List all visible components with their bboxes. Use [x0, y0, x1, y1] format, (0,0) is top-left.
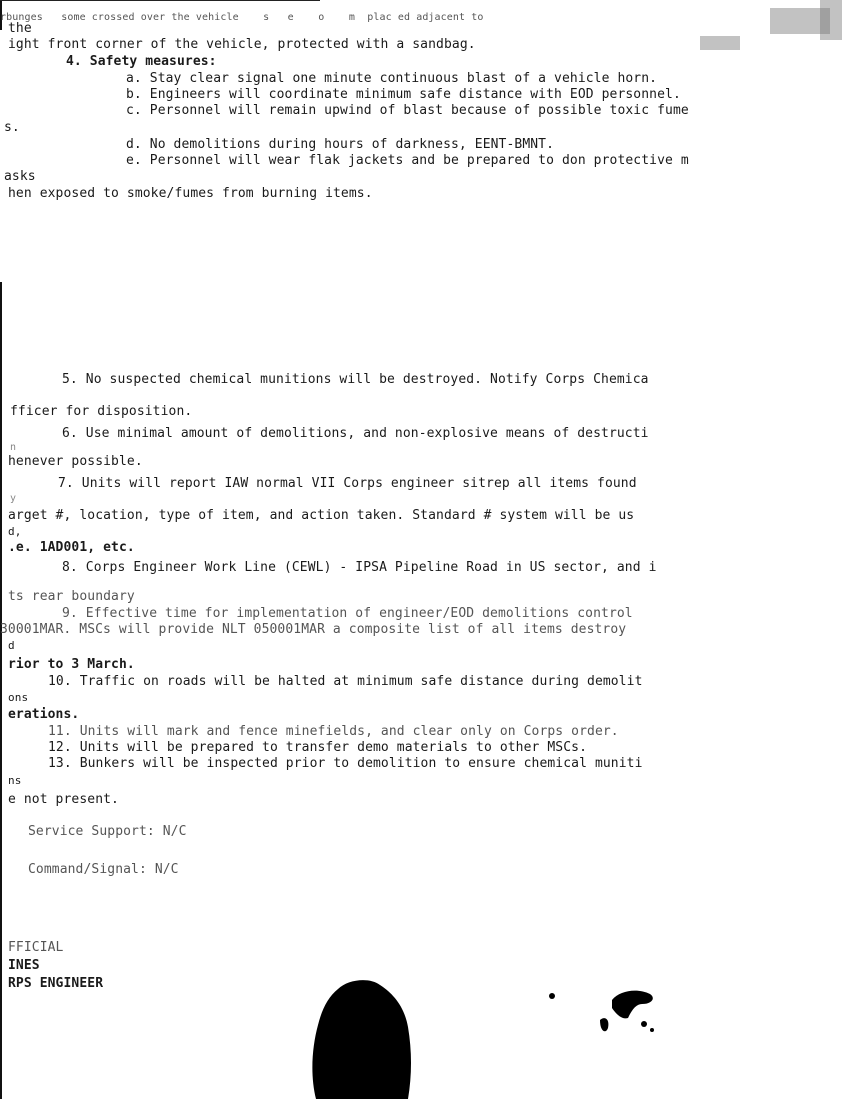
text-line: .e. 1AD001, etc. — [8, 540, 135, 555]
signature-block-line: INES — [8, 958, 40, 973]
text-line: asks — [4, 169, 36, 184]
text-line: the — [8, 21, 32, 36]
text-line: ons — [8, 691, 29, 704]
text-line: 5. No suspected chemical munitions will be destroyed. Notify Corps Chemica — [62, 372, 649, 387]
text-line: 10. Traffic on roads will be halted at minimum safe distance during demolit — [48, 674, 643, 689]
text-line: 8. Corps Engineer Work Line (CEWL) - IPSA Pipeline Road in US sector, and i — [62, 560, 657, 575]
text-line: 12. Units will be prepared to transfer demo materials to other MSCs. — [48, 740, 588, 755]
text-line: fficer for disposition. — [10, 404, 193, 419]
text-line: 9. Effective time for implementation of engineer/EOD demolitions control — [62, 606, 633, 621]
text-line: d. No demolitions during hours of darkness, EENT-BMNT. — [126, 137, 555, 152]
text-line: ight front corner of the vehicle, protected with a sandbag. — [8, 37, 476, 52]
section-label: Command/Signal: N/C — [28, 862, 179, 877]
text-line: 11. Units will mark and fence minefields, and clear only on Corps order. — [48, 724, 619, 739]
scan-noise — [820, 0, 842, 40]
text-line: a. Stay clear signal one minute continuous blast of a vehicle horn. — [126, 71, 658, 86]
scan-edge-top — [0, 0, 320, 1]
text-line: erations. — [8, 707, 80, 722]
text-line: 30001MAR. MSCs will provide NLT 050001MAR a composite list of all items destroy — [0, 622, 627, 637]
text-line: hen exposed to smoke/fumes from burning items. — [8, 186, 373, 201]
text-line: arget #, location, type of item, and action taken. Standard # system will be us — [8, 508, 635, 523]
signature-block-line: FFICIAL — [8, 940, 64, 955]
section-heading: 4. Safety measures: — [66, 54, 217, 69]
text-line: c. Personnel will remain upwind of blast because of possible toxic fume — [126, 103, 689, 118]
text-line: b. Engineers will coordinate minimum safe distance with EOD personnel. — [126, 87, 681, 102]
redaction-blot — [308, 975, 416, 1099]
ink-dot — [546, 990, 558, 1002]
scan-edge-left-lower — [0, 282, 2, 1099]
text-line: rior to 3 March. — [8, 657, 135, 672]
text-line: e. Personnel will wear flak jackets and be prepared to don protective m — [126, 153, 689, 168]
text-line: d — [8, 639, 15, 652]
text-line: e not present. — [8, 792, 119, 807]
ink-smudge — [592, 980, 672, 1040]
text-line: 13. Bunkers will be inspected prior to demolition to ensure chemical muniti — [48, 756, 643, 771]
text-line: ts rear boundary — [8, 589, 135, 604]
text-line: 7. Units will report IAW normal VII Corps engineer sitrep all items found — [58, 476, 637, 491]
text-line: henever possible. — [8, 454, 143, 469]
text-line: 6. Use minimal amount of demolitions, and non-explosive means of destructi — [62, 426, 649, 441]
text-line: d, — [8, 525, 22, 538]
section-label: Service Support: N/C — [28, 824, 187, 839]
text-line: s. — [4, 120, 20, 135]
text-line: rbunges some crossed over the vehicle s e o m plac ed adjacent to — [0, 12, 484, 23]
scan-noise — [700, 36, 740, 50]
text-line: y — [10, 493, 17, 504]
signature-block-line: RPS ENGINEER — [8, 976, 104, 991]
text-line: ns — [8, 774, 22, 787]
text-line: n — [10, 442, 17, 453]
